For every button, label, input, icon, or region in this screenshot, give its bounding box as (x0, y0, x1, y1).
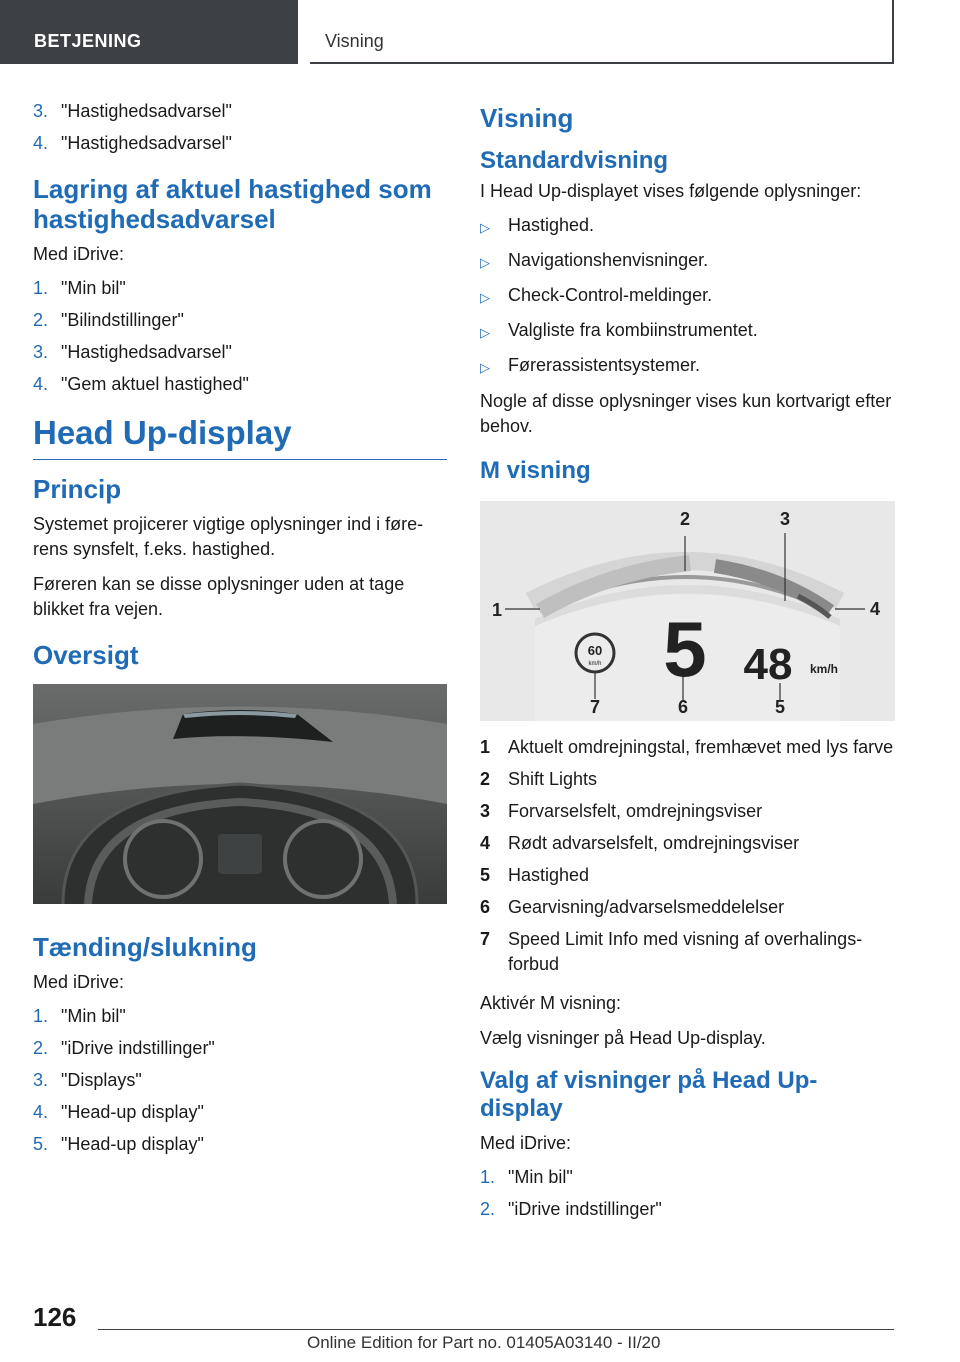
heading-lagring: Lagring af aktuel hastighed som hastighedsadvarsel (33, 174, 432, 234)
list-item (33, 1037, 447, 1059)
step-text: "Min bil" (61, 278, 126, 298)
heading-oversigt: Oversigt (33, 640, 139, 670)
legend-row (480, 927, 895, 977)
edition-note: Online Edition for Part no. 01405A03140 - II/20 (307, 1333, 661, 1352)
taending-intro: Med iDrive: (33, 972, 125, 992)
list-item (480, 319, 895, 344)
step-number: 3. (33, 1070, 49, 1090)
speed-limit-value: 60 (587, 643, 603, 658)
step-text: "Head-up display" (61, 1102, 204, 1122)
step-text: "Hastighedsadvarsel" (61, 133, 232, 153)
activate-text-1: Aktivér M visning: (480, 993, 622, 1013)
step-number: 3. (33, 101, 49, 121)
legend-row (480, 735, 895, 760)
callout-1: 1 (491, 600, 503, 620)
list-item (33, 341, 447, 363)
list-item (480, 1166, 895, 1188)
page-number: 126 (33, 1302, 77, 1332)
legend-row (480, 767, 895, 792)
list-item (480, 284, 895, 309)
m-display-illustration (480, 501, 895, 721)
legend-row (480, 799, 895, 824)
legend-text: Rødt advarselsfelt, omdrejningsviser (508, 833, 800, 853)
heading-visning: Visning (480, 103, 574, 133)
lagring-steps (33, 277, 447, 395)
princip-text-2: Føreren kan se disse oplysninger uden at tage blikket fra vejen. (33, 574, 405, 619)
callout-3: 3 (779, 509, 791, 529)
activate-text-2: Vælg visninger på Head Up-display. (480, 1028, 766, 1048)
footer-divider (98, 1329, 894, 1330)
chapter-tab (310, 0, 894, 64)
step-number: 2. (480, 1199, 496, 1219)
list-item (33, 1069, 447, 1091)
dashboard-photo (33, 684, 447, 904)
valg-steps (480, 1166, 895, 1220)
right-column (480, 100, 895, 1230)
standard-note: Nogle af disse oplysninger vises kun kortvarigt efter behov. (480, 391, 892, 436)
callout-5: 5 (774, 697, 786, 717)
legend-key: 1 (480, 737, 491, 757)
dashboard-illustration (33, 684, 447, 904)
valg-intro: Med iDrive: (480, 1133, 572, 1153)
step-number: 5. (33, 1134, 49, 1154)
bullet-text: Hastighed. (508, 215, 595, 235)
bullet-text: Førerassistentsystemer. (508, 355, 701, 375)
legend-text: Speed Limit Info med visning af overhalingsforbud (508, 929, 863, 974)
list-item (33, 309, 447, 331)
callout-7: 7 (589, 697, 601, 717)
triangle-bullet-icon: ▷ (480, 325, 490, 340)
taending-steps (33, 1005, 447, 1155)
list-item (33, 373, 447, 395)
legend-text: Aktuelt omdrejningstal, fremhævet med lys farve (508, 737, 894, 757)
step-text: "iDrive indstillinger" (508, 1199, 662, 1219)
section-tab (0, 0, 298, 64)
list-item (480, 249, 895, 274)
bullet-text: Valgliste fra kombiinstrumentet. (508, 320, 758, 340)
lagring-intro: Med iDrive: (33, 244, 125, 264)
list-item (480, 1198, 895, 1220)
list-item (33, 100, 447, 122)
list-item (33, 132, 447, 154)
heading-taending: Tænding/slukning (33, 932, 257, 962)
speed-value: 48 (743, 640, 793, 689)
chapter-title: Visning (325, 31, 384, 51)
step-text: "Hastighedsadvarsel" (61, 101, 232, 121)
speed-unit: km/h (809, 662, 839, 676)
m-display-figure (480, 501, 895, 721)
callout-2: 2 (679, 509, 691, 529)
heading-princip: Princip (33, 474, 122, 504)
bullet-text: Navigationshenvisninger. (508, 250, 709, 270)
list-item (33, 1005, 447, 1027)
standard-bullets (480, 214, 895, 379)
triangle-bullet-icon: ▷ (480, 255, 490, 270)
step-number: 1. (33, 1006, 49, 1026)
section-title: BETJENING (34, 31, 142, 51)
triangle-bullet-icon: ▷ (480, 220, 490, 235)
legend-key: 5 (480, 865, 491, 885)
step-text: "iDrive indstillinger" (61, 1038, 215, 1058)
gear-indicator: 5 (663, 605, 707, 693)
legend-key: 4 (480, 833, 491, 853)
step-text: "Gem aktuel hastighed" (61, 374, 249, 394)
standard-intro: I Head Up-displayet vises følgende oplysninger: (480, 181, 862, 201)
step-text: "Head-up display" (61, 1134, 204, 1154)
heading-standardvisning: Standardvisning (480, 147, 669, 174)
legend-text: Shift Lights (508, 769, 598, 789)
speed-limit-unit: km/h (588, 661, 602, 667)
legend-text: Forvarselsfelt, omdrejningsviser (508, 801, 763, 821)
callout-4: 4 (869, 599, 881, 619)
step-number: 1. (33, 278, 49, 298)
list-item (33, 277, 447, 299)
step-number: 4. (33, 374, 49, 394)
legend-key: 3 (480, 801, 491, 821)
legend-row (480, 863, 895, 888)
step-text: "Min bil" (61, 1006, 126, 1026)
figure-legend (480, 735, 895, 977)
legend-row (480, 895, 895, 920)
list-item (480, 214, 895, 239)
list-item (33, 1133, 447, 1155)
list-item (480, 354, 895, 379)
triangle-bullet-icon: ▷ (480, 290, 490, 305)
step-number: 2. (33, 1038, 49, 1058)
heading-m-visning: M visning (480, 457, 591, 484)
princip-text-1: Systemet projicerer vigtige oplysninger ind i førerens synsfelt, f.eks. hastighed. (33, 514, 424, 559)
bullet-text: Check-Control-meldinger. (508, 285, 713, 305)
legend-key: 2 (480, 769, 491, 789)
step-number: 1. (480, 1167, 496, 1187)
triangle-bullet-icon: ▷ (480, 360, 490, 375)
legend-row (480, 831, 895, 856)
step-number: 2. (33, 310, 49, 330)
legend-text: Gearvisning/advarselsmeddelelser (508, 897, 785, 917)
step-text: "Displays" (61, 1070, 142, 1090)
steps-continued (33, 100, 447, 154)
step-number: 4. (33, 1102, 49, 1122)
list-item (33, 1101, 447, 1123)
heading-valg: Valg af visninger på Head Up-display (480, 1067, 818, 1122)
step-text: "Hastighedsadvarsel" (61, 342, 232, 362)
step-text: "Bilindstillinger" (61, 310, 184, 330)
step-text: "Min bil" (508, 1167, 573, 1187)
step-number: 4. (33, 133, 49, 153)
left-column (33, 100, 447, 1165)
legend-text: Hastighed (508, 865, 590, 885)
step-number: 3. (33, 342, 49, 362)
legend-key: 7 (480, 929, 491, 949)
heading-head-up-display: Head Up-display (33, 413, 447, 460)
legend-key: 6 (480, 897, 491, 917)
callout-6: 6 (677, 697, 689, 717)
